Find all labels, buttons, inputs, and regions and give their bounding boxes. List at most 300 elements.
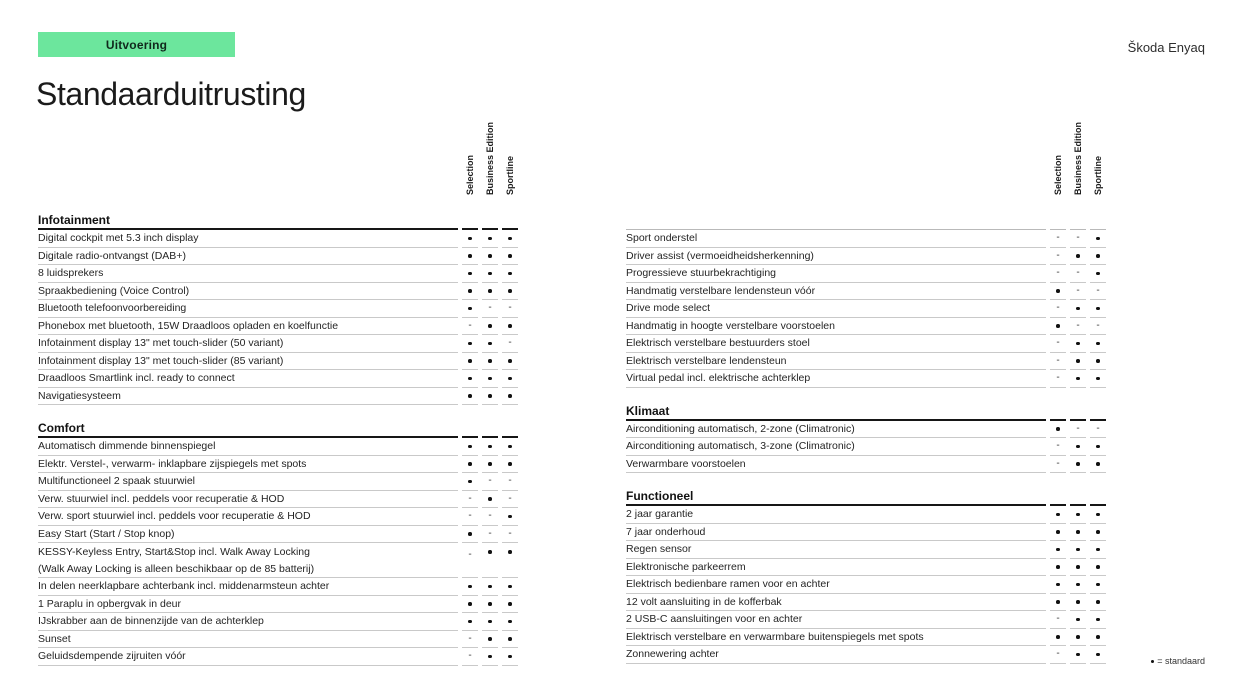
standard-dot-icon [508, 359, 512, 363]
standard-dot-icon [1096, 254, 1100, 258]
availability-cell [1050, 576, 1066, 594]
availability-cell [1070, 629, 1086, 647]
legend [1151, 656, 1205, 666]
standard-dot-icon [1076, 445, 1080, 449]
availability-cell [1050, 318, 1066, 336]
standard-dot-icon [1096, 342, 1100, 346]
availability-cell [502, 248, 518, 266]
not-available-dash: - [1076, 284, 1080, 296]
availability-cell [502, 578, 518, 596]
feature-label: Verw. sport stuurwiel incl. peddels voor recuperatie & HOD [38, 508, 458, 526]
availability-cell [482, 631, 498, 649]
feature-label: Geluidsdempende zijruiten vóór [38, 648, 458, 666]
feature-row [626, 248, 1106, 266]
standard-dot-icon [1076, 462, 1080, 466]
standard-dot-icon [488, 585, 492, 589]
availability-cell [462, 248, 478, 266]
feature-label: Elektr. Verstel-, verwarm- inklapbare zijspiegels met spots [38, 456, 458, 474]
feature-row [38, 613, 518, 631]
availability-cell [482, 526, 498, 544]
feature-label: 2 jaar garantie [626, 506, 1046, 524]
feature-label-main: KESSY-Keyless Entry, Start&Stop incl. Walk Away Locking [38, 545, 310, 558]
not-available-dash: - [1076, 232, 1080, 244]
standard-dot-icon [1076, 565, 1080, 569]
availability-cell [1050, 629, 1066, 647]
availability-cell [482, 491, 498, 509]
feature-label: 12 volt aansluiting in de kofferbak [626, 594, 1046, 612]
feature-label: Spraakbediening (Voice Control) [38, 283, 458, 301]
availability-cell [482, 508, 498, 526]
availability-cell [1050, 248, 1066, 266]
availability-cell [1090, 335, 1106, 353]
availability-cell [462, 648, 478, 666]
availability-cell [1050, 370, 1066, 388]
uitvoering-badge [38, 32, 235, 57]
availability-cell [462, 318, 478, 336]
availability-cell [502, 508, 518, 526]
feature-label: Handmatig in hoogte verstelbare voorstoelen [626, 318, 1046, 336]
availability-cell [502, 265, 518, 283]
not-available-dash: - [468, 319, 472, 331]
feature-row [626, 456, 1106, 474]
availability-cell [482, 543, 498, 578]
standard-dot-icon [1076, 530, 1080, 534]
not-available-dash: - [1076, 319, 1080, 331]
standard-dot-icon [1056, 289, 1060, 293]
header-spacer [626, 127, 1046, 197]
section-header [38, 423, 518, 438]
not-available-dash: - [508, 475, 512, 487]
standard-dot-icon [468, 237, 472, 241]
availability-cell [462, 456, 478, 474]
feature-row [626, 541, 1106, 559]
section-header-segment [1050, 406, 1066, 421]
availability-cell [1090, 248, 1106, 266]
availability-cell [1050, 353, 1066, 371]
standard-dot-icon [488, 637, 492, 641]
standard-dot-icon [1076, 600, 1080, 604]
feature-label: Airconditioning automatisch, 3-zone (Climatronic) [626, 438, 1046, 456]
availability-cell [1090, 456, 1106, 474]
standard-dot-icon [488, 550, 492, 554]
feature-row [38, 283, 518, 301]
not-available-dash: - [1056, 337, 1060, 349]
header-spacer [38, 127, 458, 197]
feature-label: Draadloos Smartlink incl. ready to connect [38, 370, 458, 388]
availability-cell [1090, 230, 1106, 248]
feature-label: Sunset [38, 631, 458, 649]
section-header-segment [462, 215, 478, 230]
standard-dot-icon [1076, 254, 1080, 258]
brand-text: Škoda Enyaq [1127, 40, 1205, 55]
column-header-label: Business Edition [485, 121, 495, 195]
feature-label: IJskrabber aan de binnenzijde van de achterklep [38, 613, 458, 631]
feature-row [626, 506, 1106, 524]
availability-cell [502, 283, 518, 301]
availability-cell [1070, 230, 1086, 248]
standard-dot-icon [1076, 583, 1080, 587]
not-available-dash: - [468, 650, 472, 662]
feature-label: Virtual pedal incl. elektrische achterklep [626, 370, 1046, 388]
not-available-dash: - [488, 510, 492, 522]
standard-dot-icon [1096, 445, 1100, 449]
feature-label [38, 543, 458, 578]
availability-cell [1070, 370, 1086, 388]
standard-dot-icon [1096, 530, 1100, 534]
availability-cell [1090, 541, 1106, 559]
standard-dot-icon [488, 620, 492, 624]
standard-dot-icon [508, 637, 512, 641]
equipment-table-right [626, 121, 1106, 664]
standard-dot-icon [1096, 237, 1100, 241]
feature-row [38, 491, 518, 509]
feature-label: Verw. stuurwiel incl. peddels voor recuperatie & HOD [38, 491, 458, 509]
standard-dot-icon [488, 289, 492, 293]
not-available-dash: - [508, 302, 512, 314]
availability-cell [462, 265, 478, 283]
standard-dot-icon [468, 342, 472, 346]
column-header-business-edition [482, 121, 498, 197]
availability-cell [482, 353, 498, 371]
not-available-dash: - [1096, 284, 1100, 296]
standard-dot-icon [508, 377, 512, 381]
feature-row [626, 524, 1106, 542]
availability-cell [462, 438, 478, 456]
feature-row [38, 578, 518, 596]
feature-row [626, 438, 1106, 456]
availability-cell [502, 613, 518, 631]
availability-cell [462, 300, 478, 318]
feature-label: Airconditioning automatisch, 2-zone (Climatronic) [626, 421, 1046, 439]
availability-cell [1090, 438, 1106, 456]
feature-label: Bluetooth telefoonvoorbereiding [38, 300, 458, 318]
standard-dot-icon [488, 394, 492, 398]
section-title: Comfort [38, 423, 458, 438]
standard-dot-icon [488, 377, 492, 381]
feature-label: Elektrisch verstelbare bestuurders stoel [626, 335, 1046, 353]
availability-cell [482, 456, 498, 474]
not-available-dash: - [468, 549, 472, 560]
section-header-segment [502, 215, 518, 230]
feature-label: Handmatig verstelbare lendensteun vóór [626, 283, 1046, 301]
not-available-dash: - [508, 527, 512, 539]
standard-dot-icon [1056, 635, 1060, 639]
availability-cell [482, 578, 498, 596]
standard-dot-icon [468, 445, 472, 449]
feature-label: 1 Paraplu in opbergvak in deur [38, 596, 458, 614]
availability-cell [462, 526, 478, 544]
feature-row [626, 335, 1106, 353]
availability-cell [1070, 318, 1086, 336]
availability-cell [1090, 318, 1106, 336]
standard-dot-icon [1076, 548, 1080, 552]
availability-cell [1050, 456, 1066, 474]
feature-label: 7 jaar onderhoud [626, 524, 1046, 542]
feature-label-note: (Walk Away Locking is alleen beschikbaar op de 85 batterij) [38, 563, 315, 576]
not-available-dash: - [1076, 422, 1080, 434]
standard-dot-icon [1096, 565, 1100, 569]
feature-label: Multifunctioneel 2 spaak stuurwiel [38, 473, 458, 491]
feature-row [38, 648, 518, 666]
availability-cell [1090, 611, 1106, 629]
standard-dot-icon [508, 462, 512, 466]
section-header-segment [462, 423, 478, 438]
feature-label: 8 luidsprekers [38, 265, 458, 283]
not-available-dash: - [1056, 302, 1060, 314]
availability-cell [462, 353, 478, 371]
standard-dot-icon [468, 620, 472, 624]
feature-label: Elektrisch bedienbare ramen voor en achter [626, 576, 1046, 594]
availability-cell [462, 543, 478, 578]
feature-label: Easy Start (Start / Stop knop) [38, 526, 458, 544]
availability-cell [462, 596, 478, 614]
availability-cell [462, 230, 478, 248]
feature-row [626, 559, 1106, 577]
availability-cell [1070, 646, 1086, 664]
section-header-segment [1050, 491, 1066, 506]
standard-dot-icon [488, 237, 492, 241]
availability-cell [1070, 456, 1086, 474]
section-header-segment [1090, 491, 1106, 506]
standard-dot-icon [508, 254, 512, 258]
standard-dot-icon [1096, 307, 1100, 311]
availability-cell [482, 335, 498, 353]
standard-dot-icon [1096, 600, 1100, 604]
standard-dot-icon [468, 289, 472, 293]
not-available-dash: - [488, 475, 492, 487]
feature-label: Elektronische parkeerrem [626, 559, 1046, 577]
availability-cell [1090, 353, 1106, 371]
availability-cell [1050, 421, 1066, 439]
standard-dot-icon [488, 359, 492, 363]
availability-cell [502, 438, 518, 456]
legend-text: = standaard [1157, 656, 1205, 666]
standard-dot-icon [1056, 513, 1060, 517]
standard-dot-icon [508, 585, 512, 589]
availability-cell [1050, 524, 1066, 542]
standard-dot-icon [1056, 324, 1060, 328]
feature-row [38, 526, 518, 544]
availability-cell [1090, 283, 1106, 301]
availability-cell [462, 370, 478, 388]
availability-cell [1050, 541, 1066, 559]
standard-dot-icon [468, 377, 472, 381]
column-headers [626, 121, 1106, 197]
standard-dot-icon [1096, 513, 1100, 517]
availability-cell [1070, 506, 1086, 524]
feature-label: 2 USB-C aansluitingen voor en achter [626, 611, 1046, 629]
not-available-dash: - [1056, 440, 1060, 452]
section-header-segment [502, 423, 518, 438]
column-header-selection [1050, 127, 1066, 197]
section-title: Klimaat [626, 406, 1046, 421]
not-available-dash: - [468, 510, 472, 522]
feature-label: Zonnewering achter [626, 646, 1046, 664]
availability-cell [1050, 506, 1066, 524]
badge-label: Uitvoering [105, 37, 168, 52]
standard-dot-icon [468, 585, 472, 589]
availability-cell [482, 248, 498, 266]
availability-cell [1070, 283, 1086, 301]
availability-cell [462, 473, 478, 491]
standard-dot-icon [468, 359, 472, 363]
availability-cell [1050, 594, 1066, 612]
feature-label: Progressieve stuurbekrachtiging [626, 265, 1046, 283]
standard-dot-icon [1096, 272, 1100, 276]
availability-cell [502, 473, 518, 491]
availability-cell [1090, 421, 1106, 439]
standard-dot-icon [508, 620, 512, 624]
section-header-segment [482, 423, 498, 438]
feature-row [38, 438, 518, 456]
availability-cell [482, 388, 498, 406]
not-available-dash: - [1056, 354, 1060, 366]
feature-label: Infotainment display 13" met touch-slider (50 variant) [38, 335, 458, 353]
not-available-dash: - [468, 632, 472, 644]
availability-cell [462, 335, 478, 353]
not-available-dash: - [1096, 422, 1100, 434]
section-header [38, 215, 518, 230]
standard-dot-icon [1076, 513, 1080, 517]
feature-label: Digitale radio-ontvangst (DAB+) [38, 248, 458, 266]
availability-cell [1050, 283, 1066, 301]
feature-label: Driver assist (vermoeidheidsherkenning) [626, 248, 1046, 266]
feature-label: Elektrisch verstelbare en verwarmbare buitenspiegels met spots [626, 629, 1046, 647]
availability-cell [462, 388, 478, 406]
feature-row [626, 318, 1106, 336]
section-header-segment [482, 215, 498, 230]
standard-dot-icon [488, 324, 492, 328]
feature-row [38, 353, 518, 371]
feature-row [38, 508, 518, 526]
availability-cell [482, 613, 498, 631]
availability-cell [502, 491, 518, 509]
feature-row [626, 611, 1106, 629]
section-header-segment [1090, 406, 1106, 421]
standard-dot-icon [1056, 530, 1060, 534]
feature-row [38, 335, 518, 353]
feature-row [38, 473, 518, 491]
availability-cell [502, 335, 518, 353]
standard-dot-icon [1056, 583, 1060, 587]
feature-label: In delen neerklapbare achterbank incl. middenarmsteun achter [38, 578, 458, 596]
availability-cell [1090, 576, 1106, 594]
section-header-segment [1070, 215, 1086, 230]
not-available-dash: - [488, 527, 492, 539]
feature-label: Phonebox met bluetooth, 15W Draadloos opladen en koelfunctie [38, 318, 458, 336]
standard-dot-icon [1056, 565, 1060, 569]
availability-cell [502, 370, 518, 388]
feature-row [38, 596, 518, 614]
feature-label: Automatisch dimmende binnenspiegel [38, 438, 458, 456]
column-header-label: Selection [465, 154, 475, 195]
feature-row [38, 265, 518, 283]
availability-cell [1090, 265, 1106, 283]
availability-cell [482, 318, 498, 336]
feature-row [626, 283, 1106, 301]
standard-dot-icon [1096, 653, 1100, 657]
standard-dot-icon [1076, 342, 1080, 346]
standard-dot-icon [508, 324, 512, 328]
standard-dot-icon [508, 655, 512, 659]
feature-label: Regen sensor [626, 541, 1046, 559]
equipment-table-left [38, 121, 518, 666]
availability-cell [1070, 335, 1086, 353]
availability-cell [502, 526, 518, 544]
not-available-dash: - [508, 492, 512, 504]
availability-cell [482, 648, 498, 666]
availability-cell [1070, 594, 1086, 612]
feature-row [38, 230, 518, 248]
standard-dot-icon [468, 254, 472, 258]
standard-dot-icon [1096, 583, 1100, 587]
availability-cell [482, 473, 498, 491]
availability-cell [1090, 506, 1106, 524]
availability-cell [1070, 265, 1086, 283]
standard-dot-icon [488, 462, 492, 466]
not-available-dash: - [1056, 372, 1060, 384]
standard-dot-icon [468, 272, 472, 276]
column-header-label: Selection [1053, 154, 1063, 195]
standard-dot-icon [488, 272, 492, 276]
section-header-segment [1070, 491, 1086, 506]
availability-cell [482, 283, 498, 301]
standard-dot-icon [1056, 600, 1060, 604]
feature-row [626, 230, 1106, 248]
standard-dot-icon [488, 602, 492, 606]
standard-dot-icon [1096, 618, 1100, 622]
availability-cell [502, 456, 518, 474]
availability-cell [1050, 438, 1066, 456]
column-header-sportline [502, 127, 518, 197]
standard-dot-icon [468, 532, 472, 536]
availability-cell [1070, 524, 1086, 542]
standard-dot-icon [508, 394, 512, 398]
availability-cell [502, 596, 518, 614]
not-available-dash: - [1056, 267, 1060, 279]
feature-row [626, 646, 1106, 664]
availability-cell [462, 508, 478, 526]
availability-cell [502, 388, 518, 406]
standard-dot-icon [468, 602, 472, 606]
availability-cell [462, 578, 478, 596]
feature-label: Elektrisch verstelbare lendensteun [626, 353, 1046, 371]
availability-cell [462, 631, 478, 649]
standard-dot-icon [468, 480, 472, 484]
column-header-sportline [1090, 127, 1106, 197]
availability-cell [1090, 300, 1106, 318]
not-available-dash: - [1076, 267, 1080, 279]
availability-cell [502, 543, 518, 578]
feature-label: Digital cockpit met 5.3 inch display [38, 230, 458, 248]
availability-cell [1070, 421, 1086, 439]
feature-label: Infotainment display 13" met touch-slider (85 variant) [38, 353, 458, 371]
availability-cell [1090, 370, 1106, 388]
standard-dot-icon [508, 237, 512, 241]
availability-cell [482, 438, 498, 456]
standard-dot-icon [508, 602, 512, 606]
column-headers [38, 121, 518, 197]
standard-dot-icon [1096, 462, 1100, 466]
column-header-business-edition [1070, 121, 1086, 197]
page-title: Standaarduitrusting [36, 76, 306, 112]
feature-row [626, 629, 1106, 647]
standard-dot-icon [1076, 653, 1080, 657]
not-available-dash: - [488, 302, 492, 314]
standard-dot-icon [1076, 377, 1080, 381]
feature-row [38, 456, 518, 474]
section-header [626, 403, 1106, 421]
